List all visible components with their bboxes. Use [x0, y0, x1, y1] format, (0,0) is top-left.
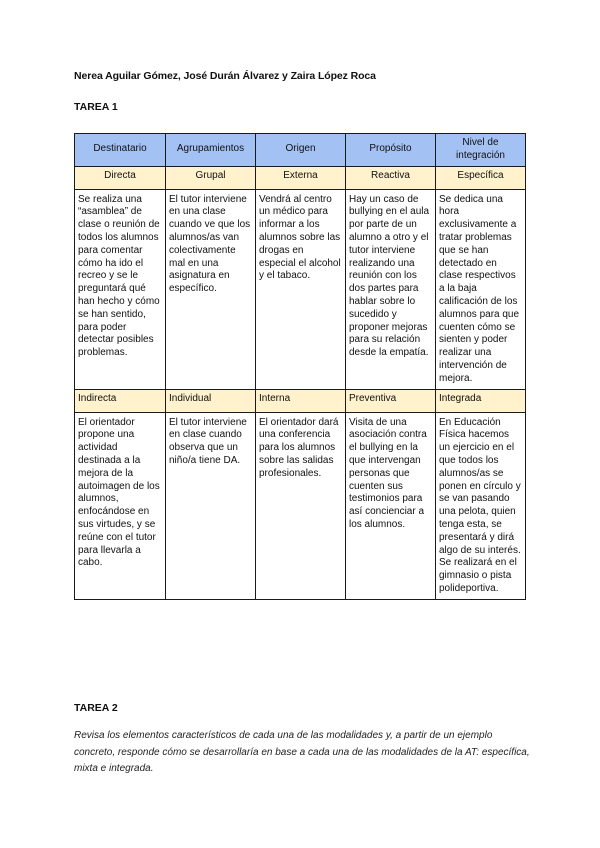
table-row [75, 189, 526, 389]
header-proposito: Propósito [346, 134, 436, 167]
example-cell: En Educación Física hacemos un ejercicio en el que todos los alumnos/as se ponen en círculo y se van pasando una pelota, quien tenga esta, se presentará y dirá algo de su interés. Se realizará en el gimnasio o pista polideportiva. [436, 412, 526, 599]
example-cell: Se dedica una hora exclusivamente a tratar problemas que se han detectado en clase respectivos a la baja calificación de los alumnos para que cuenten cómo se sienten y poder realizar una intervención de mejora. [436, 189, 526, 389]
example-cell: El orientador propone una actividad destinada a la mejora de la autoimagen de los alumnos, enfocándose en sus virtudes, y se reúne con el tutor para llevarla a cabo. [75, 412, 166, 599]
table-type-row [75, 389, 526, 412]
type-cell: Integrada [436, 389, 526, 412]
example-cell: Se realiza una “asamblea” de clase o reunión de todos los alumnos para comentar cómo ha ido el recreo y se le preguntará qué han hecho y cómo se han sentido, para poder detectar posibles problemas. [75, 189, 166, 389]
type-cell: Externa [256, 166, 346, 189]
table-header-row [75, 134, 526, 167]
type-cell: Indirecta [75, 389, 166, 412]
task1-heading: TAREA 1 [74, 101, 118, 113]
header-origen: Origen [256, 134, 346, 167]
table-row [75, 412, 526, 599]
example-cell: Visita de una asociación contra el bullying en la que intervengan personas que cuenten sus testimonios para así concienciar a los alumnos. [346, 412, 436, 599]
example-cell: El orientador dará una conferencia para los alumnos sobre las salidas profesionales. [256, 412, 346, 599]
task2-instructions: Revisa los elementos característicos de cada una de las modalidades y, a partir de un ejemplo concreto, responde cómo se desarrollaría en base a cada una de las modalidades de la AT: específica, mixta e integrada. [74, 730, 530, 774]
example-cell: El tutor interviene en una clase cuando ve que los alumnos/as van colectivamente mal en una asignatura en específico. [166, 189, 256, 389]
table-type-row [75, 166, 526, 189]
header-nivel-integracion: Nivel de integración [436, 134, 526, 167]
example-cell: El tutor interviene en clase cuando observa que un niño/a tiene DA. [166, 412, 256, 599]
type-cell: Preventiva [346, 389, 436, 412]
orientation-table [74, 133, 526, 600]
type-cell: Interna [256, 389, 346, 412]
authors-line: Nerea Aguilar Gómez, José Durán Álvarez y Zaira López Roca [74, 70, 376, 82]
type-cell: Directa [75, 166, 166, 189]
type-cell: Reactiva [346, 166, 436, 189]
type-cell: Individual [166, 389, 256, 412]
header-agrupamientos: Agrupamientos [166, 134, 256, 167]
example-cell: Vendrá al centro un médico para informar a los alumnos sobre las drogas en especial el alcohol y el tabaco. [256, 189, 346, 389]
task2-heading: TAREA 2 [74, 702, 118, 714]
type-cell: Grupal [166, 166, 256, 189]
header-destinatario: Destinatario [75, 134, 166, 167]
example-cell: Hay un caso de bullying en el aula por parte de un alumno a otro y el tutor interviene realizando una reunión con los dos partes para hablar sobre lo sucedido y proponer mejoras para su relación desde la empatía. [346, 189, 436, 389]
type-cell: Específica [436, 166, 526, 189]
